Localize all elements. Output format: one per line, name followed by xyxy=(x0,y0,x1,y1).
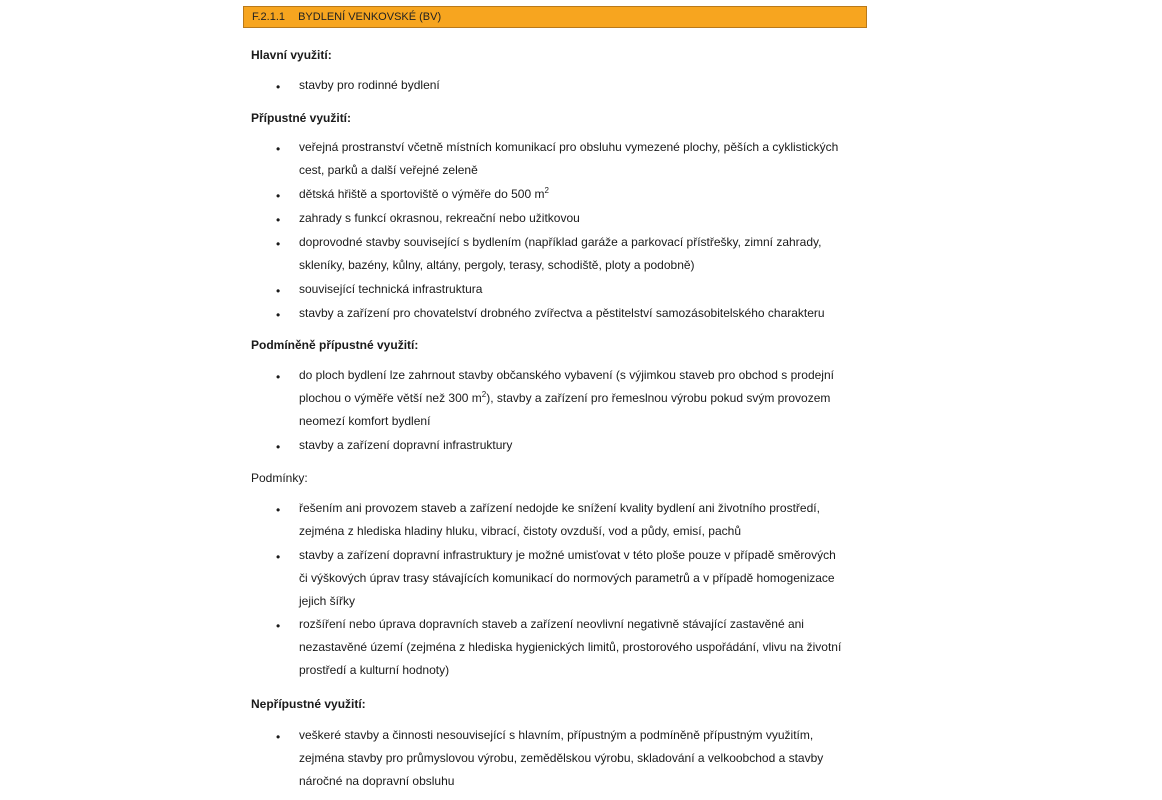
list-item xyxy=(299,136,869,182)
bullet: • xyxy=(276,237,281,251)
bullet: • xyxy=(276,730,281,744)
list-item-text: dětská hřiště a sportoviště o výměře do 500 m xyxy=(299,187,545,201)
list-item-line: do ploch bydlení lze zahrnout stavby občanského vybavení (s výjimkou staveb pro obchod s prodejní xyxy=(299,368,834,382)
list-item-line: doprovodné stavby související s bydlením (například garáže a parkovací přístřešky, zimní zahrady, xyxy=(299,235,822,249)
list-item xyxy=(299,434,869,457)
list-item xyxy=(299,613,869,682)
list-item-line: neomezí komfort bydlení xyxy=(299,414,431,428)
list-item-line: rozšíření nebo úprava dopravních staveb a zařízení neovlivní negativně stávající zastavěné ani xyxy=(299,617,804,631)
list-item-line: stavby a zařízení dopravní infrastruktury je možné umisťovat v této ploše pouze v případě směrových xyxy=(299,548,836,562)
list-item-line: cest, parků a další veřejné zeleně xyxy=(299,163,478,177)
list-item-line: veškeré stavby a činnosti nesouvisející s hlavním, přípustným a podmíněně přípustným využitím, xyxy=(299,728,814,742)
bullet: • xyxy=(276,142,281,156)
list-item xyxy=(299,278,869,301)
bullet: • xyxy=(276,503,281,517)
section-header-bar xyxy=(243,6,867,28)
list-item-line: stavby pro rodinné bydlení xyxy=(299,78,440,92)
superscript: 2 xyxy=(544,186,549,195)
list-item-text: plochou o výměře větší než 300 m xyxy=(299,391,482,405)
list-item xyxy=(299,74,869,97)
bullet: • xyxy=(276,550,281,564)
heading-podminene-pripustne-vyuziti: Podmíněně přípustné využití: xyxy=(251,338,419,352)
bullet: • xyxy=(276,619,281,633)
bullet: • xyxy=(276,213,281,227)
list-item xyxy=(299,497,869,543)
list-item-line: zejména z hlediska hladiny hluku, vibrací, čistoty ovzduší, vod a půdy, emisí, pachů xyxy=(299,524,742,538)
list-item-line xyxy=(299,387,869,410)
bullet: • xyxy=(276,189,281,203)
list-item-line: zejména stavby pro průmyslovou výrobu, zemědělskou výrobu, skladování a velkoobchod a stavby xyxy=(299,751,824,765)
list-item xyxy=(299,302,869,325)
section-title: BYDLENÍ VENKOVSKÉ (BV) xyxy=(298,11,442,23)
list-item-line: nezastavěné území (zejména z hlediska hygienických limitů, prostorového uspořádání, vlivu na životní xyxy=(299,640,842,654)
list-item-line xyxy=(299,183,869,206)
bullet: • xyxy=(276,80,281,94)
list-item-line: stavby a zařízení pro chovatelství drobného zvířectva a pěstitelství samozásobitelského charakteru xyxy=(299,306,825,320)
bullet: • xyxy=(276,308,281,322)
list-item-line: řešením ani provozem staveb a zařízení nedojde ke snížení kvality bydlení ani životního prostředí, xyxy=(299,501,820,515)
bullet: • xyxy=(276,284,281,298)
list-item-line: náročné na dopravní obsluhu xyxy=(299,774,455,788)
bullet: • xyxy=(276,370,281,384)
section-code: F.2.1.1 xyxy=(252,11,286,23)
bullet: • xyxy=(276,440,281,454)
list-item-line: či výškových úprav trasy stávajících komunikací do normových parametrů a v případě homogenizace xyxy=(299,571,835,585)
list-item-line: skleníky, bazény, kůlny, altány, pergoly, terasy, schodiště, ploty a podobně) xyxy=(299,258,695,272)
list-item xyxy=(299,364,869,433)
list-item-line: související technická infrastruktura xyxy=(299,282,483,296)
list-item-line: veřejná prostranství včetně místních komunikací pro obsluhu vymezené plochy, pěších a cyklistických xyxy=(299,140,839,154)
list-item xyxy=(299,207,869,230)
list-item xyxy=(299,544,869,613)
list-item-line: jejich šířky xyxy=(299,594,356,608)
list-item xyxy=(299,231,869,277)
heading-nepripustne-vyuziti: Nepřípustné využití: xyxy=(251,697,366,711)
heading-podminky: Podmínky: xyxy=(251,471,308,485)
heading-hlavni-vyuziti: Hlavní využití: xyxy=(251,48,332,62)
list-item-text: ), stavby a zařízení pro řemeslnou výrobu pokud svým provozem xyxy=(486,391,831,405)
list-item-line: zahrady s funkcí okrasnou, rekreační nebo užitkovou xyxy=(299,211,580,225)
list-item-line: stavby a zařízení dopravní infrastruktury xyxy=(299,438,513,452)
heading-pripustne-vyuziti: Přípustné využití: xyxy=(251,111,352,125)
superscript: 2 xyxy=(481,390,487,399)
list-item-line: prostředí a kulturní hodnoty) xyxy=(299,663,450,677)
list-item xyxy=(299,724,869,793)
list-item xyxy=(299,183,869,206)
